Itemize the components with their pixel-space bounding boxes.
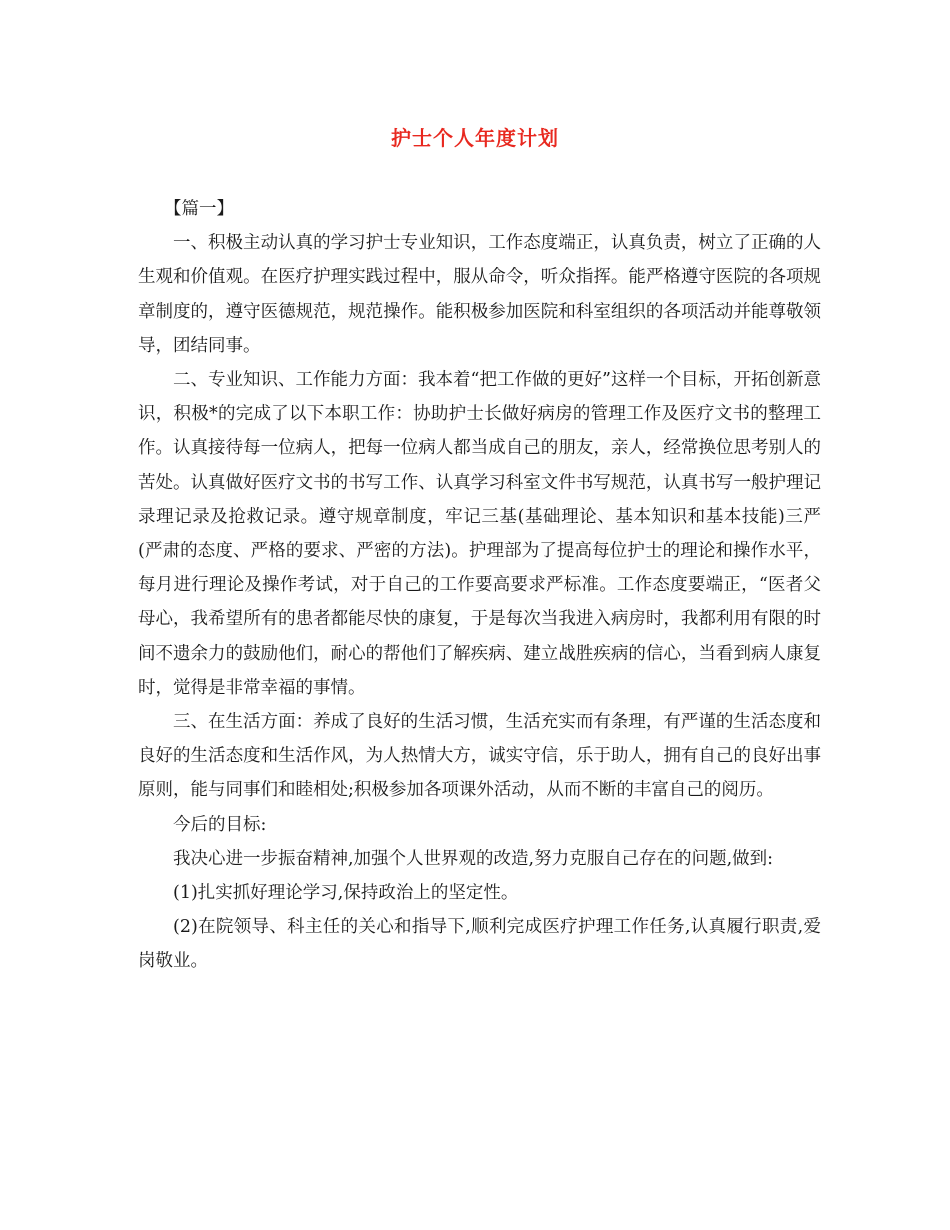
paragraph-3: 三、在生活方面：养成了良好的生活习惯，生活充实而有条理，有严谨的生活态度和良好的生活态度和生活作风，为人热情大方，诚实守信，乐于助人，拥有自己的良好出事原则，能与同事们和睦相处;积极参加各项课外活动，从而不断的丰富自己的阅历。	[138, 712, 821, 801]
document-body	[138, 192, 821, 979]
paragraph-5: 我决心进一步振奋精神,加强个人世界观的改造,努力克服自己存在的问题,做到:	[173, 848, 774, 869]
section-label: 【篇一】	[164, 199, 234, 219]
paragraph-2: 二、专业知识、工作能力方面：我本着“把工作做的更好”这样一个目标，开拓创新意识，积极*的完成了以下本职工作：协助护士长做好病房的管理工作及医疗文书的整理工作。认真接待每一位病人，把每一位病人都当成自己的朋友，亲人，经常换位思考别人的苦处。认真做好医疗文书的书写工作、认真学习科室文件书写规范，认真书写一般护理记录理记录及抢救记录。遵守规章制度，牢记三基(基础理论、基本知识和基本技能)三严(严肃的态度、严格的要求、严密的方法)。护理部为了提高每位护士的理论和操作水平，每月进行理论及操作考试，对于自己的工作要高要求严标准。工作态度要端正，“医者父母心，我希望所有的患者都能尽快的康复，于是每次当我进入病房时，我都利用有限的时间不遗余力的鼓励他们，耐心的帮他们了解疾病、建立战胜疾病的信心，当看到病人康复时，觉得是非常幸福的事情。	[138, 370, 821, 698]
document-title: 护士个人年度计划	[391, 126, 559, 150]
paragraph-4: 今后的目标:	[173, 814, 267, 835]
paragraph-7: (2)在院领导、科主任的关心和指导下,顺利完成医疗护理工作任务,认真履行职责,爱岗敬业。	[138, 917, 821, 972]
paragraph-1: 一、积极主动认真的学习护士专业知识，工作态度端正，认真负责，树立了正确的人生观和价值观。在医疗护理实践过程中，服从命令，听众指挥。能严格遵守医院的各项规章制度的，遵守医德规范，规范操作。能积极参加医院和科室组织的各项活动并能尊敬领导，团结同事。	[138, 233, 821, 356]
paragraph-6: (1)扎实抓好理论学习,保持政治上的坚定性。	[173, 883, 519, 904]
